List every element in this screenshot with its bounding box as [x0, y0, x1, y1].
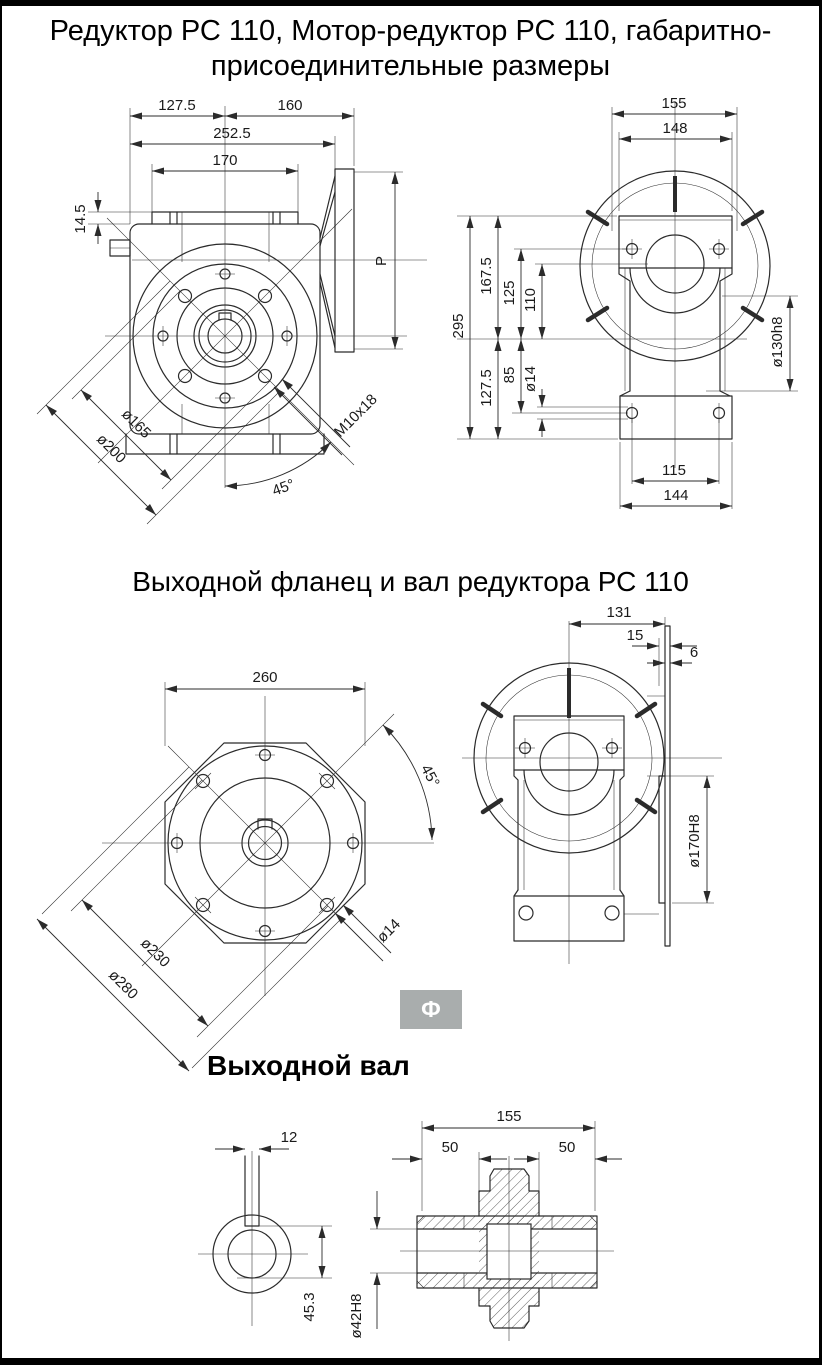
dim-12: 12 — [280, 1129, 298, 1146]
dim-m10x18: M10x18 — [330, 390, 381, 441]
dim-155-shaft: 155 — [496, 1108, 522, 1125]
dim-115: 115 — [662, 462, 686, 479]
dim-P: P — [373, 255, 390, 267]
flange-side-body — [462, 621, 722, 964]
gearbox-side-dimensions — [450, 95, 798, 509]
shaft-end-body — [198, 1151, 308, 1326]
shaft-section-title: Выходной вал — [207, 1050, 410, 1081]
shaft-section-body — [400, 1156, 614, 1341]
dim-170: 170 — [212, 152, 238, 169]
dim-127-5-side: 127.5 — [478, 369, 495, 407]
flange-side-view — [462, 604, 722, 964]
dim-167-5: 167.5 — [478, 257, 495, 295]
dim-42h8: ø42H8 — [348, 1293, 365, 1339]
dim-165: ø165 — [118, 405, 155, 442]
dim-85: 85 — [501, 366, 518, 384]
dim-252-5: 252.5 — [213, 125, 251, 142]
dim-15: 15 — [626, 627, 644, 644]
dim-127-5: 127.5 — [158, 97, 196, 114]
flange-front-view — [37, 669, 443, 1071]
dim-200: ø200 — [93, 430, 130, 467]
drawing-canvas — [2, 6, 819, 1358]
dim-144: 144 — [663, 487, 689, 504]
dim-14-flange: ø14 — [373, 915, 404, 946]
flange-front-dimensions — [37, 669, 443, 1071]
dim-45deg-flange: 45° — [417, 761, 443, 790]
dim-131: 131 — [606, 604, 632, 621]
flange-section-title: Выходной фланец и вал редуктора РС 110 — [132, 566, 689, 597]
shaft-end-dimensions — [215, 1129, 332, 1322]
gearbox-front-view — [37, 97, 427, 524]
page-title-line1: Редуктор РС 110, Мотор-редуктор РС 110, габаритно- — [49, 15, 772, 47]
dim-14-5: 14.5 — [72, 204, 89, 234]
dim-155-side: 155 — [661, 95, 687, 112]
shaft-end-view — [198, 1129, 332, 1326]
dim-50-left: 50 — [441, 1139, 459, 1156]
dim-125: 125 — [501, 280, 518, 306]
dim-148: 148 — [662, 120, 688, 137]
dim-45deg-front: 45° — [269, 475, 298, 500]
phi-symbol-badge: Ф — [400, 990, 462, 1029]
dim-130h8: ø130h8 — [769, 316, 786, 368]
dim-170h8: ø170H8 — [686, 814, 703, 868]
dim-295: 295 — [450, 313, 467, 339]
dim-14-side: ø14 — [522, 366, 539, 392]
flange-side-dimensions — [569, 604, 714, 903]
dim-45-3: 45.3 — [301, 1292, 318, 1322]
dim-230: ø230 — [137, 934, 174, 971]
gearbox-side-view — [450, 95, 798, 509]
shaft-section-view — [348, 1108, 622, 1341]
dim-110: 110 — [522, 288, 539, 312]
dim-6: 6 — [689, 644, 699, 661]
page-title-line2: присоединительные размеры — [210, 50, 611, 82]
dim-50-right: 50 — [558, 1139, 576, 1156]
dim-260: 260 — [252, 669, 278, 686]
dim-160: 160 — [277, 97, 303, 114]
dim-280: ø280 — [105, 966, 142, 1003]
